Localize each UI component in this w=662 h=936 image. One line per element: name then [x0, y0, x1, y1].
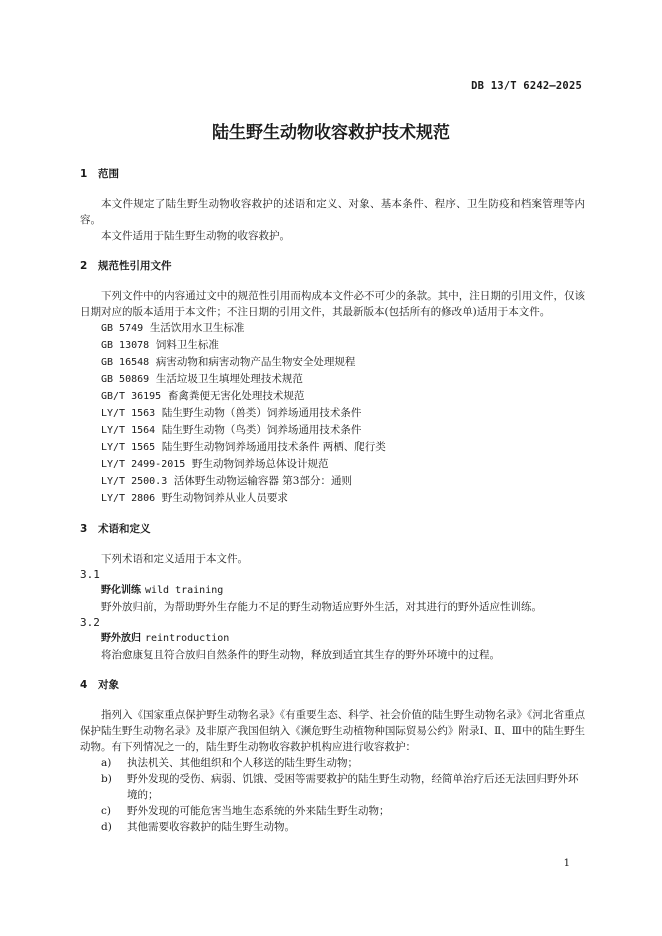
term-name [101, 583, 585, 599]
reference-code: LY/T 2499-2015 [101, 459, 186, 470]
term-definition: 野外放归前，为帮助野外生存能力不足的野生动物适应野外生活，对其进行的野外适应性训练。 [101, 601, 542, 613]
reference-name: 陆生野生动物（鸟类）饲养场通用技术条件 [161, 424, 362, 436]
reference-item [101, 490, 585, 507]
document-body [80, 166, 585, 835]
list-marker: a) [101, 757, 112, 769]
paragraph: 指列入《国家重点保护野生动物名录》《有重要生态、科学、社会价值的陆生野生动物名录》《河北省重点保护陆生野生动物名录》及非原产我国但纳入《濒危野生动植物种国际贸易公约》附录Ⅰ、Ⅱ、Ⅲ中的陆生野生动物。有下列情况之一的，陆生野生动物收容救护机构应进行收容救护： [80, 709, 585, 753]
reference-item [101, 405, 585, 422]
list-item [101, 819, 585, 835]
list-marker: c) [101, 805, 111, 817]
reference-name: 野生动物饲养场总体设计规范 [191, 458, 329, 470]
section-title: 规范性引用文件 [98, 260, 172, 272]
term-definition: 将治愈康复且符合放归自然条件的野生动物，释放到适宜其生存的野外环境中的过程。 [101, 649, 500, 661]
term-en: reintroduction [145, 633, 230, 644]
reference-name: 野生动物饲养从业人员要求 [161, 492, 288, 504]
section-number: 3 [80, 523, 88, 535]
reference-name: 饲料卫生标准 [155, 339, 219, 351]
reference-code: LY/T 2500.3 [101, 476, 168, 487]
reference-name: 生活垃圾卫生填埋处理技术规范 [155, 373, 303, 385]
list-marker: b) [101, 773, 112, 785]
paragraph: 本文件规定了陆生野生动物收容救护的述语和定义、对象、基本条件、程序、卫生防疫和档案管理等内容。 [80, 198, 585, 226]
reference-item [101, 388, 585, 405]
list-text: 野外发现的可能危害当地生态系统的外来陆生野生动物； [127, 805, 390, 817]
list-item [101, 771, 585, 803]
term-number: 3.1 [80, 568, 100, 581]
term-en: wild training [145, 585, 224, 596]
term-name [101, 631, 585, 647]
list-text: 野外发现的受伤、病弱、饥饿、受困等需要救护的陆生野生动物，经简单治疗后还无法回归野外环境的； [127, 773, 579, 801]
section-heading-scope [80, 166, 585, 182]
standard-code: DB 13/T 6242—2025 [471, 80, 582, 92]
reference-code: GB 13078 [101, 340, 150, 351]
section-number: 1 [80, 168, 88, 180]
reference-code: GB/T 36195 [101, 391, 162, 402]
reference-code: LY/T 1563 [101, 408, 156, 419]
list-marker: d) [101, 821, 112, 833]
reference-code: LY/T 1564 [101, 425, 156, 436]
reference-code: GB 5749 [101, 323, 144, 334]
term-cn: 野外放归 [101, 633, 141, 644]
reference-item [101, 354, 585, 371]
reference-name: 病害动物和病害动物产品生物安全处理规程 [155, 356, 356, 368]
term-cn: 野化训练 [101, 585, 141, 596]
section-number: 4 [80, 679, 88, 691]
reference-item [101, 439, 585, 456]
list-item [101, 755, 585, 771]
reference-item [101, 371, 585, 388]
reference-code: LY/T 1565 [101, 442, 156, 453]
reference-name: 陆生野生动物饲养场通用技术条件 两栖、爬行类 [161, 441, 386, 453]
reference-item [101, 422, 585, 439]
section-title: 范围 [98, 168, 119, 180]
section-title: 术语和定义 [98, 523, 151, 535]
reference-name: 畜禽粪便无害化处理技术规范 [167, 390, 305, 402]
reference-name: 生活饮用水卫生标准 [149, 322, 245, 334]
paragraph: 下列术语和定义适用于本文件。 [101, 553, 248, 565]
list-item [101, 803, 585, 819]
list-text: 执法机关、其他组织和个人移送的陆生野生动物； [127, 757, 358, 769]
term-number: 3.2 [80, 616, 100, 629]
paragraph: 下列文件中的内容通过文中的规范性引用而构成本文件必不可少的条款。其中，注日期的引用文件，仅该日期对应的版本适用于本文件；不注日期的引用文件，其最新版本(包括所有的修改单)适用于本文件。 [80, 290, 585, 318]
reference-item [101, 473, 585, 490]
reference-name: 活体野生动物运输容器 第3部分：通则 [173, 475, 352, 487]
list-text: 其他需要收容救护的陆生野生动物。 [127, 821, 295, 833]
reference-item [101, 456, 585, 473]
reference-code: GB 16548 [101, 357, 150, 368]
section-heading-objects [80, 677, 585, 693]
page-number: 1 [563, 858, 570, 869]
reference-code: GB 50869 [101, 374, 150, 385]
reference-name: 陆生野生动物（兽类）饲养场通用技术条件 [161, 407, 362, 419]
reference-item [101, 320, 585, 337]
paragraph: 本文件适用于陆生野生动物的收容救护。 [101, 230, 290, 242]
document-title: 陆生野生动物收容救护技术规范 [212, 123, 450, 143]
section-heading-terms [80, 521, 585, 537]
reference-code: LY/T 2806 [101, 493, 156, 504]
section-title: 对象 [98, 679, 119, 691]
reference-item [101, 337, 585, 354]
section-number: 2 [80, 260, 88, 272]
section-heading-normative-references [80, 258, 585, 274]
